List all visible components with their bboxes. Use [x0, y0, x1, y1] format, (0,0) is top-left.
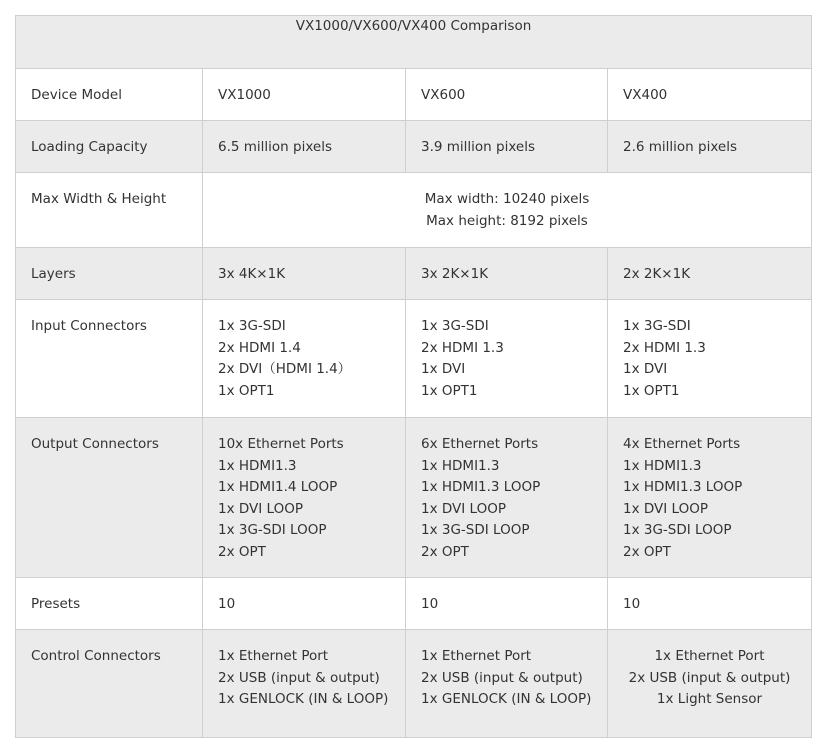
table-cell: [406, 69, 608, 121]
table-row: [16, 69, 812, 121]
cell-line: 3x 2K×1K: [421, 266, 489, 282]
cell-line: 1x HDMI1.3 LOOP: [421, 479, 541, 495]
cell-line: 2x OPT: [218, 543, 266, 560]
cell-line: 1x OPT1: [623, 382, 680, 399]
cell-line: 10: [421, 596, 439, 612]
table-cell: [203, 578, 406, 630]
cell-line: 2x DVI（HDMI 1.4）: [218, 361, 352, 377]
row-label: Control Connectors: [16, 630, 203, 738]
cell-line: 1x OPT1: [218, 382, 275, 399]
cell-line: 2x 2K×1K: [623, 266, 691, 282]
cell-line: 1x DVI LOOP: [421, 500, 506, 517]
table-cell: [406, 418, 608, 578]
table-cell: [203, 248, 406, 300]
table-cell: [608, 121, 812, 173]
cell-line: 1x OPT1: [421, 382, 478, 399]
cell-line: 1x GENLOCK (IN & LOOP): [421, 691, 592, 707]
cell-line: 1x DVI: [421, 361, 466, 377]
cell-line: 10: [623, 596, 641, 612]
table-cell: [406, 578, 608, 630]
cell-line: 10x Ethernet Ports: [218, 436, 344, 452]
row-label: Output Connectors: [16, 418, 203, 578]
cell-line: 1x 3G-SDI LOOP: [218, 522, 327, 538]
cell-line: Max height: 8192 pixels: [426, 212, 588, 229]
cell-line: 1x Ethernet Port: [654, 648, 765, 664]
table-cell: [406, 121, 608, 173]
row-label: Presets: [16, 578, 203, 630]
cell-line: 1x 3G-SDI LOOP: [421, 522, 530, 538]
table-cell: [406, 630, 608, 738]
cell-line: 1x HDMI1.3: [218, 457, 297, 474]
table-row: [16, 121, 812, 173]
cell-line: 1x Ethernet Port: [421, 648, 532, 664]
cell-line: 2x USB (input & output): [218, 669, 380, 686]
cell-line: 1x 3G-SDI LOOP: [623, 522, 732, 538]
row-label: Device Model: [16, 69, 203, 121]
table-title: VX1000/VX600/VX400 Comparison: [16, 16, 812, 69]
cell-line: 2x HDMI 1.4: [218, 339, 301, 356]
cell-line: 1x DVI LOOP: [623, 500, 708, 517]
cell-line: 1x HDMI1.3: [421, 457, 500, 474]
cell-line: 2x USB (input & output): [421, 669, 583, 686]
cell-line: 1x 3G-SDI: [421, 318, 489, 334]
cell-line: 2x OPT: [623, 543, 671, 560]
table-cell: [203, 121, 406, 173]
cell-line: 1x DVI: [623, 361, 668, 377]
cell-line: 6x Ethernet Ports: [421, 436, 539, 452]
cell-line: 1x HDMI1.3: [623, 457, 702, 474]
cell-line: 2x USB (input & output): [628, 669, 791, 686]
table-row: [16, 630, 812, 738]
table-row: [16, 578, 812, 630]
table-cell: [406, 248, 608, 300]
table-cell: [608, 69, 812, 121]
cell-line: 2.6 million pixels: [623, 139, 738, 155]
cell-line: VX400: [623, 87, 668, 103]
cell-line: 1x DVI LOOP: [218, 500, 303, 517]
table-row: [16, 248, 812, 300]
cell-line: 3x 4K×1K: [218, 266, 286, 282]
cell-line: 1x Ethernet Port: [218, 648, 329, 664]
row-label: Layers: [16, 248, 203, 300]
comparison-table: [15, 15, 812, 738]
table-cell: [608, 418, 812, 578]
table-cell: [203, 69, 406, 121]
row-label: Max Width & Height: [16, 173, 203, 248]
merged-cell: [203, 173, 812, 248]
table-cell: [608, 578, 812, 630]
table-cell: [608, 630, 812, 738]
table-cell: [203, 300, 406, 418]
cell-line: VX1000: [218, 87, 271, 103]
cell-line: 2x OPT: [421, 543, 469, 560]
cell-line: 1x 3G-SDI: [218, 318, 286, 334]
table-row: [16, 173, 812, 248]
table-row: [16, 300, 812, 418]
cell-line: 1x 3G-SDI: [623, 318, 691, 334]
cell-line: 3.9 million pixels: [421, 139, 536, 155]
table-cell: [203, 630, 406, 738]
cell-line: 1x HDMI1.4 LOOP: [218, 479, 338, 495]
comparison-table-container: [15, 15, 812, 738]
cell-line: 1x Light Sensor: [656, 691, 763, 707]
cell-line: VX600: [421, 87, 466, 103]
table-cell: [406, 300, 608, 418]
row-label: Loading Capacity: [16, 121, 203, 173]
cell-line: 10: [218, 596, 236, 612]
table-cell: [608, 248, 812, 300]
table-cell: [203, 418, 406, 578]
cell-line: 2x HDMI 1.3: [623, 339, 706, 356]
cell-line: 6.5 million pixels: [218, 139, 333, 155]
cell-line: 2x HDMI 1.3: [421, 339, 504, 356]
table-cell: [608, 300, 812, 418]
cell-line: 4x Ethernet Ports: [623, 436, 741, 452]
row-label: Input Connectors: [16, 300, 203, 418]
table-row: [16, 418, 812, 578]
cell-line: 1x HDMI1.3 LOOP: [623, 479, 743, 495]
cell-line: Max width: 10240 pixels: [424, 191, 590, 207]
cell-line: 1x GENLOCK (IN & LOOP): [218, 691, 389, 707]
table-title-row: [16, 16, 812, 69]
